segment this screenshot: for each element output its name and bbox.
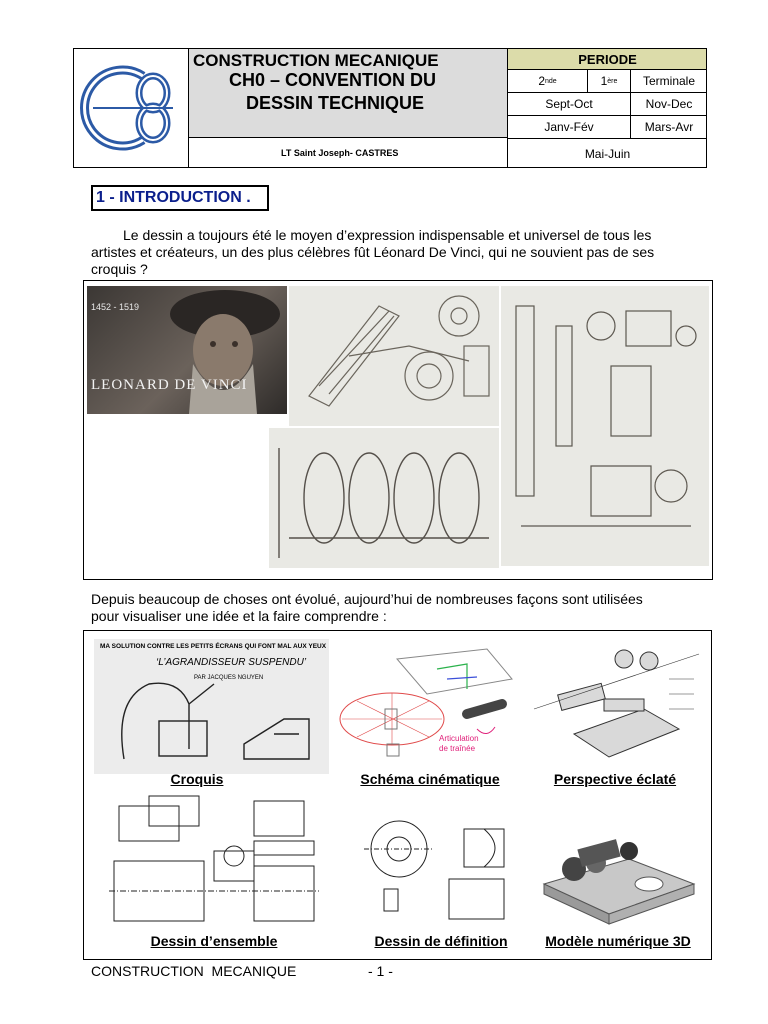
dessin-definition-image: [354, 809, 514, 931]
schema-annotation-line2: de traînée: [439, 744, 476, 753]
caption-dessin-ensemble: Dessin d’ensemble: [150, 933, 278, 949]
chapter-title-line2: DESSIN TECHNIQUE: [246, 93, 425, 113]
schema-cinematique-image: [337, 639, 522, 774]
schema-annotation-line1: Articulation: [439, 734, 479, 743]
croquis-title: MA SOLUTION CONTRE LES PETITS ÉCRANS QUI FONT MAL AUX YEUX: [100, 643, 327, 650]
davinci-sketch-wheels: [269, 428, 499, 568]
caption-dessin-definition: Dessin de définition: [374, 933, 508, 949]
3d-model-icon: [534, 829, 699, 929]
evolution-paragraph: [91, 591, 731, 625]
section-heading-introduction: 1 - INTRODUCTION .: [91, 185, 269, 211]
portrait-years: 1452 - 1519: [91, 302, 140, 312]
chain-sketch-icon: [501, 286, 709, 566]
assembly-drawing-icon: [104, 791, 324, 931]
header-table-border: [73, 48, 707, 168]
subject-title: CONSTRUCTION MECANIQUE: [193, 51, 439, 70]
footer-page-number: - 1 -: [368, 963, 393, 979]
evolution-line-2: pour visualiser une idée et la faire comprendre :: [91, 608, 387, 624]
head-with-screen-icon: [94, 639, 329, 774]
level-seconde: 2 nde: [507, 69, 587, 92]
caption-modele-3d: Modèle numérique 3D: [545, 933, 691, 949]
period-nov-dec: Nov-Dec: [630, 92, 707, 115]
intro-line-3: croquis ?: [91, 261, 148, 277]
dessin-ensemble-image: [104, 791, 324, 931]
period-mai-juin: Mai-Juin: [507, 138, 707, 168]
modele-3d-image: [534, 829, 699, 929]
period-mars-avr: Mars-Avr: [630, 115, 707, 138]
croquis-subtitle: ‘L’AGRANDISSEUR SUSPENDU’: [156, 657, 307, 668]
kinematic-diagram-icon: [337, 639, 522, 774]
drawing-types-figure-box: [83, 630, 712, 960]
period-sept-oct: Sept-Oct: [507, 92, 630, 115]
period-janv-fev: Janv-Fév: [507, 115, 630, 138]
intro-line-2: artistes et créateurs, un des plus célèbres fût Léonard De Vinci, qui ne souvient pas de ses: [91, 244, 655, 260]
leonardo-figure-box: [83, 280, 713, 580]
davinci-sketch-machines: [289, 286, 499, 426]
evolution-line-1: Depuis beaucoup de choses ont évolué, aujourd’hui de nombreuses façons sont utilisées: [91, 591, 643, 607]
level-premiere: 1 ère: [587, 69, 630, 92]
footer-subject: CONSTRUCTION MECANIQUE: [91, 963, 297, 979]
wheels-sketch-icon: [269, 428, 499, 568]
portrait-name: LEONARD DE VINCI: [91, 377, 248, 393]
caption-perspective-eclate: Perspective éclaté: [553, 771, 677, 787]
portrait-face-icon: [157, 286, 287, 414]
level-terminale: Terminale: [630, 69, 707, 92]
machine-sketch-icon: [289, 286, 499, 426]
exploded-view-icon: [529, 639, 704, 774]
definition-drawing-icon: [354, 809, 514, 931]
davinci-sketch-chains: [501, 286, 709, 566]
leonardo-portrait: [87, 286, 287, 414]
perspective-eclatee-image: [529, 639, 704, 774]
caption-croquis: Croquis: [170, 771, 224, 787]
croquis-image: [94, 639, 329, 774]
intro-paragraph: [91, 227, 731, 278]
periode-label: PERIODE: [507, 48, 707, 69]
chapter-title-line1: CH0 – CONVENTION DU: [229, 70, 437, 90]
croquis-author: PAR JACQUES NGUYEN: [194, 675, 264, 681]
intro-line-1: Le dessin a toujours été le moyen d’expression indispensable et universel de tous les: [123, 227, 652, 243]
caption-schema-cinematique: Schéma cinématique: [360, 771, 500, 787]
school-name: LT Saint Joseph- CASTRES: [281, 148, 399, 158]
